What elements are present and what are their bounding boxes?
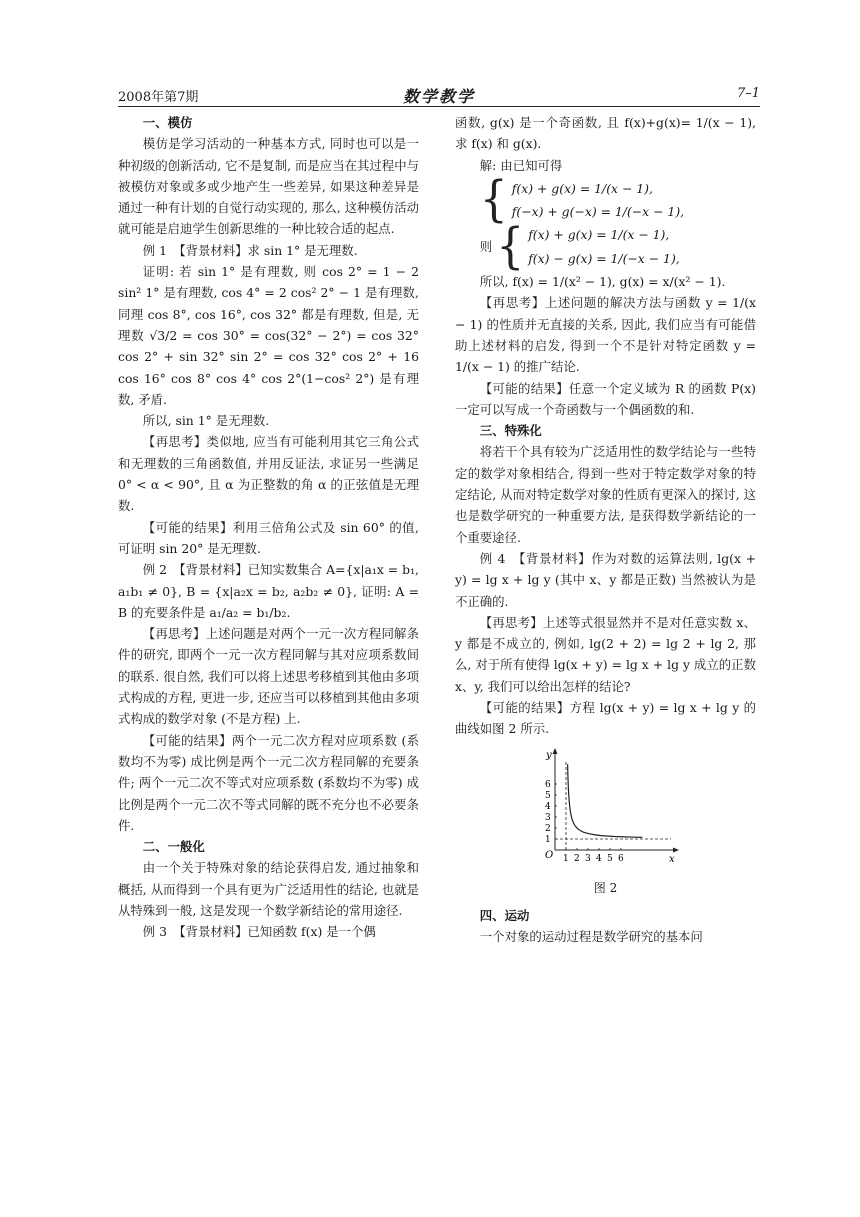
paragraph: 一个对象的运动过程是数学研究的基本问 [479,929,703,945]
equation: f(x) − g(x) = 1/(−x − 1), [528,250,680,266]
example-1-rethink: 【再思考】类似地, 应当有可能利用其它三角公式和无理数的三角函数值, 并用反证法, 求证另一些满足 0° < α < 90°, 且 α 为正整数的角 α 的正弦值是无理数. [118,434,419,514]
page-number: 7–1 [736,86,760,101]
example-3: 例 3 【背景材料】已知函数 f(x) 是一个偶 [142,924,376,940]
example-3-rethink: 【再思考】上述问题的解决方法与函数 y = 1/(x − 1) 的性质并无直接的关系, 因此, 我们应当有可能借助上述材料的启发, 得到一个不是针对特定函数 y = 1/(x − 1) 的推广结论. [455,295,756,375]
x-tick-label: 6 [617,853,624,864]
example-2: 例 2 【背景材料】已知实数集合 A={x|a₁x = b₁, a₁b₁ ≠ 0}, B = {x|a₂x = b₂, a₂b₂ ≠ 0}, 证明: A = B 的充要条件是 a₁/a₂ = b₁/b₂. [118,562,419,620]
x-tick-label: 1 [562,853,569,864]
page-header [118,84,760,106]
paragraph: 将若干个具有较为广泛适用性的数学结论与一些特定的数学对象相结合, 得到一些对于特定数学对象的特定结论, 从而对特定数学对象的性质有更深入的探讨, 这也是数学研究的一种重要方法, 是获得数学新结论的一个重要途径. [455,444,756,545]
example-1-result: 【可能的结果】利用三倍角公式及 sin 60° 的值, 可证明 sin 20° 是无理数. [118,519,419,556]
section-title-imitation: 一、模仿 [142,115,193,130]
y-tick-label: 5 [544,790,551,801]
example-3-continued: 函数, g(x) 是一个奇函数, 且 f(x)+g(x)= 1/(x − 1), 求 f(x) 和 g(x). [455,115,756,152]
y-axis-label: y [545,749,552,761]
example-3-result: 【可能的结果】任意一个定义域为 R 的函数 P(x) 一定可以写成一个奇函数与一个偶函数的和. [455,380,756,417]
curve [567,764,642,837]
x-tick-label: 5 [606,853,613,864]
example-4-rethink: 【再思考】上述等式很显然并不是对任意实数 x、y 都是不成立的, 例如, lg(2 + 2) = lg 2 + lg 2, 那么, 对于所有使得 lg(x + y) = lg x + lg y 成立的正数 x、y, 我们可以给出怎样的结论? [455,614,756,694]
y-tick-label: 4 [544,801,551,812]
x-tick-label: 3 [584,853,591,864]
section-title-generalization: 二、一般化 [142,839,205,855]
x-axis-label: x [668,853,675,865]
equation: f(−x) + g(−x) = 1/(−x − 1), [511,204,685,220]
y-axis-arrow [552,748,557,754]
equation: f(x) + g(x) = 1/(x − 1), [528,227,670,243]
section-title-motion: 四、运动 [479,907,530,923]
issue-label: 2008年第7期 [118,90,199,105]
example-1: 例 1 【背景材料】求 sin 1° 是无理数. [142,242,358,258]
x-tick-label: 4 [595,853,602,864]
equation-system-1 [455,171,756,228]
equation: f(x) + g(x) = 1/(x − 1), [511,180,653,196]
equation-system-2 [455,218,756,275]
header-rule [118,106,760,107]
right-column [455,112,756,948]
figure-caption: 图 2 [593,880,618,895]
y-tick-label: 2 [544,823,551,834]
example-2-result: 【可能的结果】两个一元二次方程对应项系数 (系数均不为零) 成比例是两个一元二次方程同解的充要条件; 两个一元二次不等式对应项系数 (系数均不为零) 成比例是两个一元二次不等式同解的既不充分也不必要条件. [118,732,419,833]
x-tick-label: 2 [573,853,580,864]
origin-label: O [544,849,553,861]
solution-result: 所以, f(x) = 1/(x² − 1), g(x) = x/(x² − 1). [479,274,726,290]
paragraph: 由一个关于特殊对象的结论获得启发, 通过抽象和概括, 从而得到一个具有更为广泛适用性的结论, 也就是从特殊到一般, 这是发现一个数学新结论的常用途径. [118,860,419,918]
paragraph: 模仿是学习活动的一种基本方式, 同时也可以是一种初级的创新活动, 它不是复制, 而是应当在其过程中与被模仿对象或多或少地产生一些差异, 如果这种差异是通过一种有计划的自觉行动实现的, 那么, 这种模仿活动就可能是启迪学生创新思维的一种比较合适的起点. [118,136,419,237]
example-2-rethink: 【再思考】上述问题是对两个一元一次方程同解条件的研究, 即两个一元一次方程同解与其对应项系数间的联系. 很自然, 我们可以将上述思考移植到其他由多项式构成的方程, 更进一步, 还应当可以移植到其他由多项式构成的数学对象 (不是方程) 上. [118,626,419,727]
solution-intro: 解: 由已知可得 [479,157,563,173]
y-tick-label: 3 [544,812,551,823]
y-tick-label: 1 [544,834,551,845]
journal-title: 数学教学 [402,87,475,106]
figure-2 [455,746,756,905]
example-4: 例 4 【背景材料】作为对数的运算法则, lg(x + y) = lg x + lg y (其中 x、y 都是正数) 当然被认为是不正确的. [455,550,756,609]
y-tick-label: 6 [544,779,551,790]
left-brace: { [496,218,525,275]
example-1-conclusion: 所以, sin 1° 是无理数. [142,413,270,429]
then-label: 则 [479,239,493,255]
example-1-proof: 证明: 若 sin 1° 是有理数, 则 cos 2° = 1 − 2 sin² 1° 是有理数, cos 4° = 2 cos² 2° − 1 是有理数, 同理 cos 8°, cos 16°, cos 32° 都是有理数, 但是, 无理数 √3/2 = cos 30° = cos(32° − 2°) = cos 32° cos 2° + sin 32° sin 2° = cos 32° cos 2° + 16 cos 16° cos 8° cos 4° cos 2°(1−cos² 2°) 是有理数, 矛盾. [118,264,419,407]
section-title-specialization: 三、特殊化 [479,423,542,439]
x-axis-arrow [673,847,679,852]
figure-2-plot [531,746,681,866]
example-4-result: 【可能的结果】方程 lg(x + y) = lg x + lg y 的曲线如图 2 所示. [455,700,756,737]
left-brace: { [479,171,508,228]
left-column [118,112,419,943]
